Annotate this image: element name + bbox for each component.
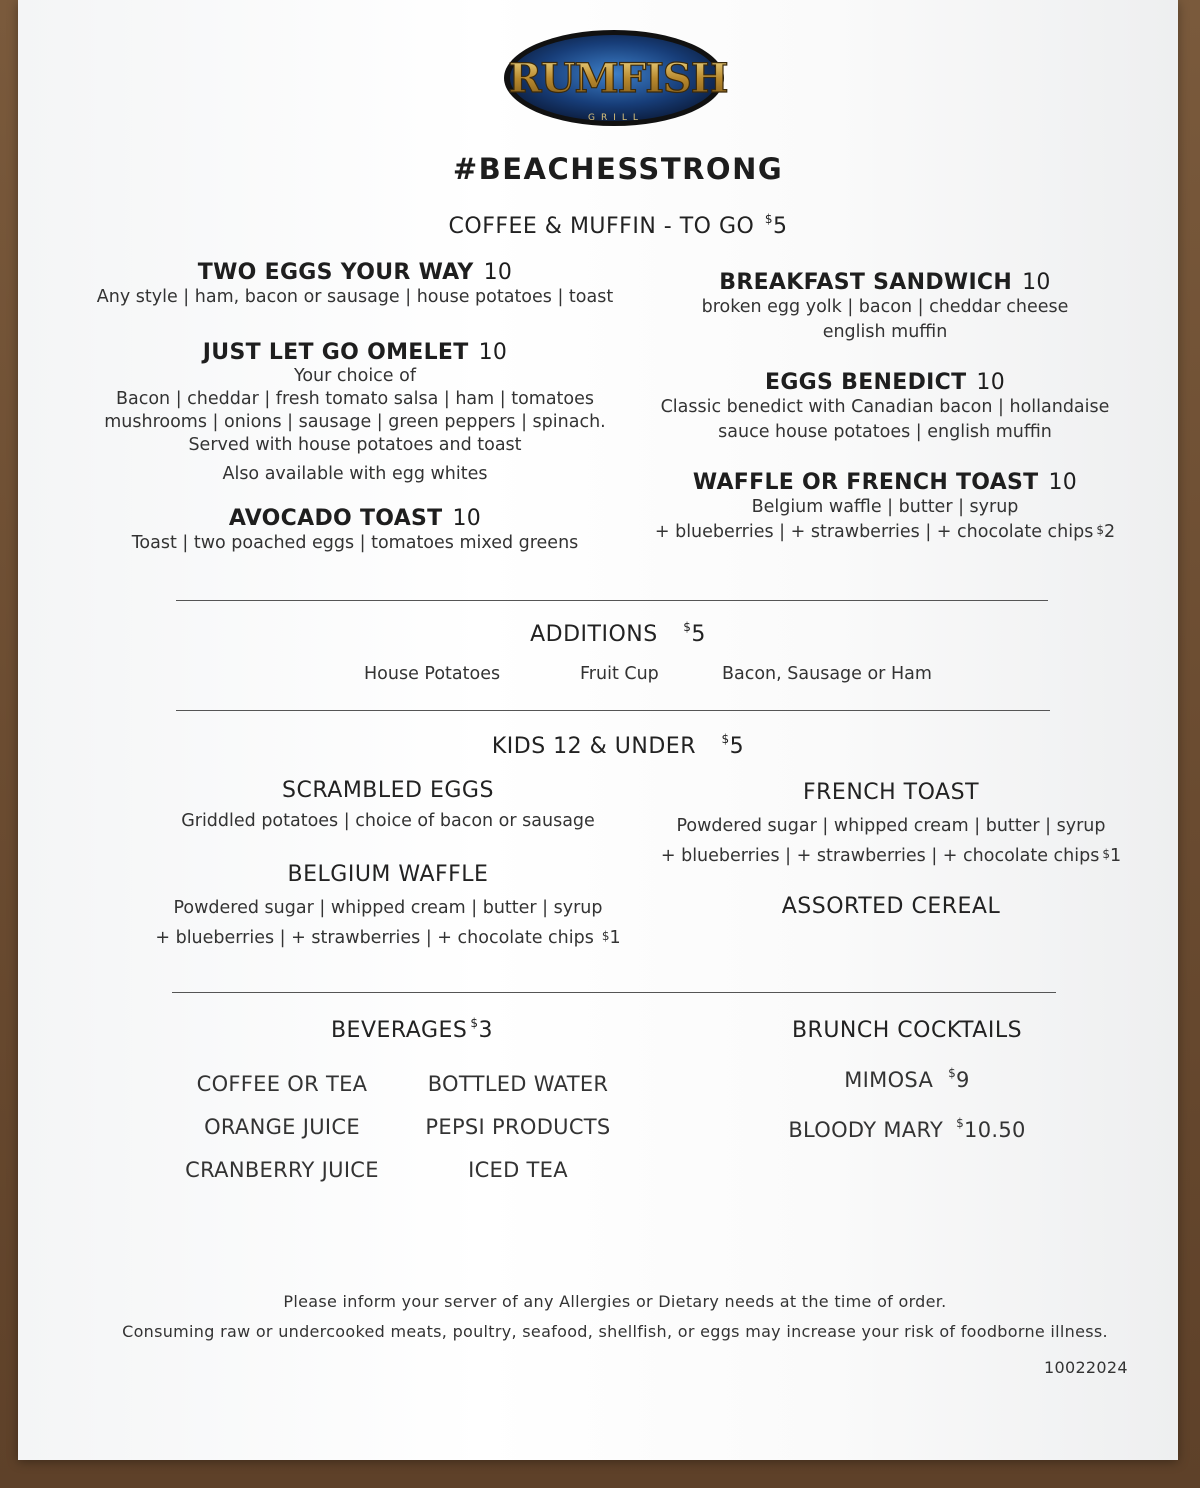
item-avocado-toast [70,506,640,556]
item-desc: Classic benedict with Canadian bacon | hollandaise [660,397,1110,417]
item-desc: sauce house potatoes | english muffin [718,422,1052,442]
addon-price: 1 [1110,846,1122,866]
item-desc: Powdered sugar | whipped cream | butter | syrup [173,898,603,918]
addition-item: Fruit Cup [580,664,659,684]
item-desc: Your choice of [293,366,417,386]
beverages-price: 3 [478,1018,494,1043]
consumption-warning: Consuming raw or undercooked meats, poultry, seafood, shellfish, or eggs may increase your risk of foodborne illness. [122,1322,1108,1341]
addition-item: House Potatoes [364,664,501,684]
item-desc: + blueberries | + strawberries | + chocolate chips [155,928,594,948]
item-price: 10 [1022,270,1051,295]
logo-subtext: GRILL [588,113,644,123]
item-price: 10 [483,260,513,285]
addon-price: 2 [1104,522,1116,542]
logo-wordmark: RUMFISH [508,55,728,102]
cocktails-heading: BRUNCH COCKTAILS [791,1018,1023,1043]
beverage-item: BOTTLED WATER [427,1072,609,1096]
cocktail-price: 9 [956,1068,970,1092]
hashtag-title: #BEACHESSTRONG [452,152,784,186]
cocktail-price: 10.50 [964,1118,1026,1142]
item-breakfast-sandwich [650,270,1120,345]
item-price: 10 [1048,470,1078,495]
cocktail-currency: $ [956,1116,965,1130]
item-desc: Served with house potatoes and toast [188,435,522,455]
item-name: EGGS BENEDICT [765,370,967,395]
item-price: 10 [976,370,1005,395]
item-note: Also available with egg whites [222,464,488,484]
kids-belgium-waffle [140,862,636,953]
item-desc: + blueberries | + strawberries | + chocolate chips [654,522,1094,542]
beverage-item: PEPSI PRODUCTS [425,1115,611,1139]
addon-currency: $ [601,929,610,943]
addition-item: Bacon, Sausage or Ham [722,664,932,684]
item-omelet [70,340,640,486]
additions-heading [380,622,856,647]
item-desc: Griddled potatoes | choice of bacon or sausage [181,811,595,831]
item-desc: Powdered sugar | whipped cream | butter | syrup [676,816,1106,836]
item-name: BREAKFAST SANDWICH [719,270,1013,295]
cocktail-name: MIMOSA [844,1068,934,1092]
beverage-item: ICED TEA [468,1158,568,1182]
cocktail-mimosa [740,1068,1074,1092]
kids-title: KIDS 12 & UNDER [491,734,696,759]
cocktail-bloody-mary [740,1118,1074,1142]
item-desc: mushrooms | onions | sausage | green peppers | spinach. [104,412,606,432]
kids-scrambled-eggs [140,778,636,834]
coffee-currency: $ [764,212,773,226]
cocktail-currency: $ [948,1066,957,1080]
item-name: JUST LET GO OMELET [202,340,469,365]
divider [176,600,1048,601]
beverage-item: ORANGE JUICE [204,1115,360,1139]
beverages-heading [230,1018,594,1043]
item-desc: + blueberries | + strawberries | + chocolate chips [660,846,1100,866]
coffee-muffin-label: COFFEE & MUFFIN - TO GO [448,214,755,239]
kids-heading [380,734,856,759]
additions-title: ADDITIONS [530,622,658,647]
item-eggs-benedict [650,370,1120,445]
item-name: AVOCADO TOAST [228,506,443,531]
addon-currency: $ [1102,847,1110,861]
allergy-notice: Please inform your server of any Allergies or Dietary needs at the time of order. [283,1292,947,1311]
beverage-item: COFFEE OR TEA [196,1072,368,1096]
coffee-muffin-line [380,214,856,239]
item-price: 10 [452,506,482,531]
divider [172,992,1056,993]
document-code: 10022024 [1044,1358,1128,1377]
coffee-price: 5 [772,214,788,239]
additions-price: 5 [691,622,706,647]
item-desc: english muffin [822,322,948,342]
item-desc: Bacon | cheddar | fresh tomato salsa | ham | tomatoes [115,389,595,409]
addon-price: 1 [609,928,621,948]
item-desc: Any style | ham, bacon or sausage | house potatoes | toast [96,287,614,307]
cocktail-name: BLOODY MARY [788,1118,944,1142]
beverages-title: BEVERAGES [330,1018,468,1043]
kids-french-toast [656,780,1126,871]
kids-price: 5 [729,734,745,759]
item-price: 10 [478,340,508,365]
divider [176,710,1050,711]
beverage-item: CRANBERRY JUICE [185,1158,379,1182]
item-desc: broken egg yolk | bacon | cheddar cheese [701,297,1069,317]
beverages-currency: $ [470,1016,479,1030]
item-desc: Toast | two poached eggs | tomatoes mixed greens [131,533,579,553]
item-desc: Belgium waffle | butter | syrup [751,497,1019,517]
item-waffle-french-toast [650,470,1120,545]
kids-currency: $ [721,732,730,746]
item-name: FRENCH TOAST [802,780,980,805]
item-name: BELGIUM WAFFLE [287,862,489,887]
rumfish-logo [500,26,736,130]
item-name: TWO EGGS YOUR WAY [197,260,474,285]
item-name: WAFFLE OR FRENCH TOAST [692,470,1039,495]
addon-currency: $ [1096,523,1104,537]
additions-currency: $ [683,620,692,634]
kids-assorted-cereal: ASSORTED CEREAL [781,894,1001,919]
item-name: SCRAMBLED EGGS [282,778,494,803]
item-two-eggs [70,260,640,310]
